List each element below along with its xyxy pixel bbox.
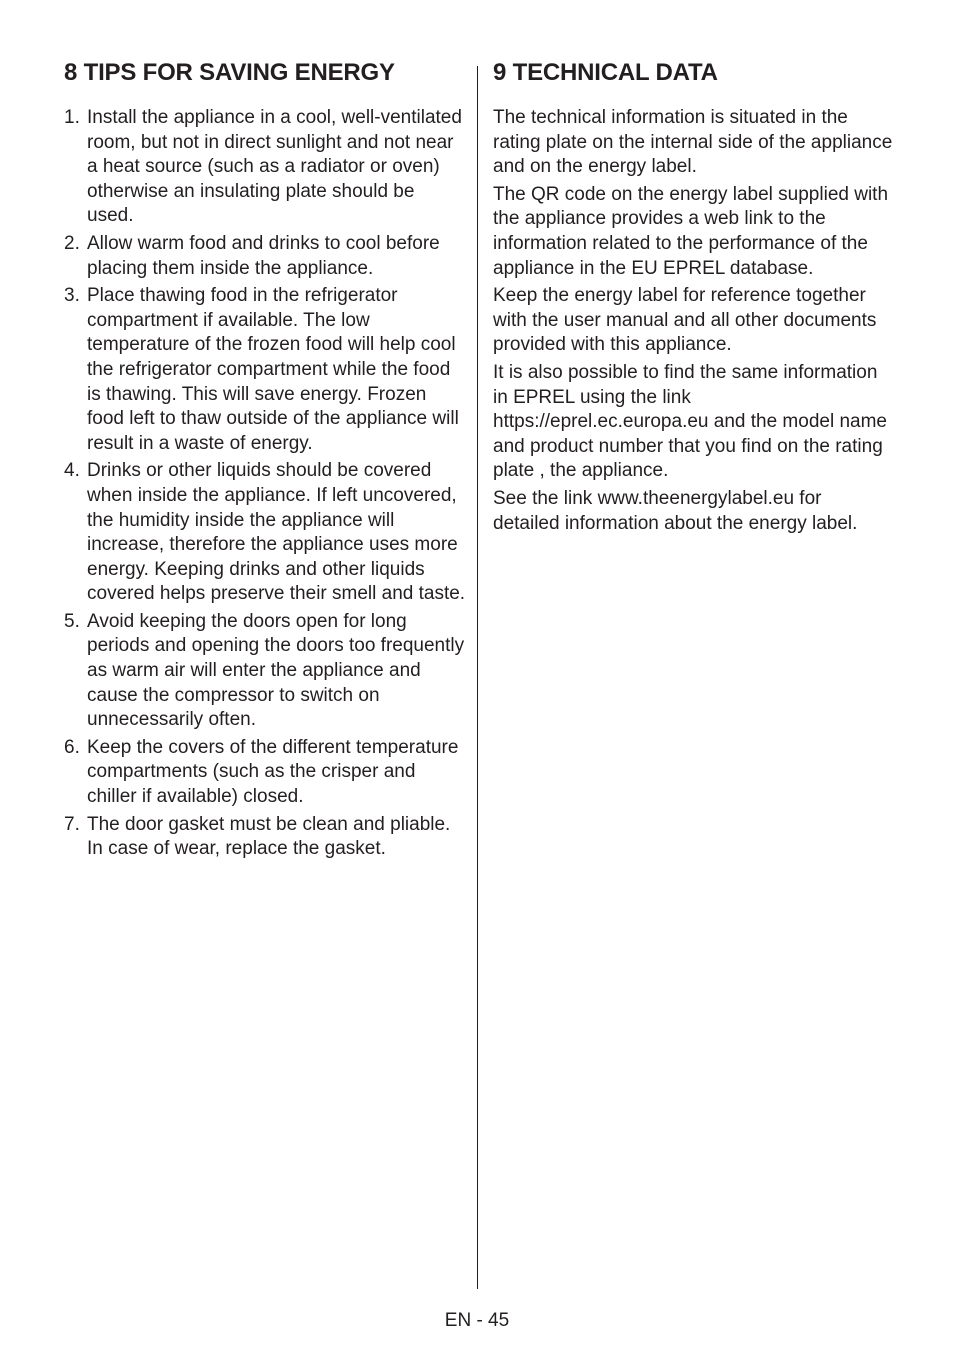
page-number: EN - 45 (444, 1310, 510, 1331)
technical-data-title: 9 TECHNICAL DATA (493, 59, 718, 86)
tip-number: 3. (64, 285, 80, 307)
technical-data-paragraph: See the link www.theenergylabel.eu for detailed information about the energy label. (493, 487, 858, 534)
tips-section (64, 58, 466, 865)
technical-data-paragraph: Keep the energy label for reference together with the user manual and all other documents provided with this appliance. (493, 285, 877, 356)
technical-data-paragraph: The QR code on the energy label supplied with the appliance provides a web link to the information related to the performance of the appliance in the EU EPREL database. (493, 183, 889, 279)
tips-section-title: 8 TIPS FOR SAVING ENERGY (64, 59, 395, 86)
column-divider (477, 66, 478, 1289)
tip-number: 2. (64, 232, 80, 254)
tip-item-5 (64, 610, 466, 733)
tip-number: 6. (64, 736, 80, 758)
tip-text: Keep the covers of the different temperature compartments (such as the crisper and chiller if available) closed. (87, 736, 459, 808)
tip-item-4 (64, 459, 466, 607)
tip-text: Avoid keeping the doors open for long periods and opening the doors too frequently as warm air will enter the appliance and cause the compressor to switch on unnecessarily often. (87, 610, 465, 731)
tip-item-2 (64, 232, 466, 281)
tip-text: The door gasket must be clean and pliable. In case of wear, replace the gasket. (87, 813, 451, 860)
tip-item-3 (64, 284, 466, 456)
tip-number: 7. (64, 813, 80, 835)
tips-list (64, 106, 466, 862)
technical-data-paragraph: The technical information is situated in the rating plate on the internal side of the appliance and on the energy label. (493, 107, 893, 178)
tip-item-6 (64, 736, 466, 810)
technical-data-paragraph: It is also possible to find the same information in EPREL using the link https://eprel.ec.europa.eu and the model name and product number that you find on the rating plate , the appliance. (493, 361, 887, 482)
tip-number: 5. (64, 610, 80, 632)
technical-data-section (493, 58, 893, 539)
tip-text: Drinks or other liquids should be covered when inside the appliance. If left uncovered, the humidity inside the appliance will increase, therefore the appliance uses more energy. Keeping drinks and other liquids covered helps preserve their smell and taste. (87, 460, 466, 605)
tip-item-1 (64, 106, 466, 229)
tip-text: Allow warm food and drinks to cool before placing them inside the appliance. (87, 232, 440, 279)
tip-text: Install the appliance in a cool, well-ventilated room, but not in direct sunlight and not near a heat source (such as a radiator or oven) otherwise an insulating plate should be used. (87, 107, 462, 227)
tip-text: Place thawing food in the refrigerator compartment if available. The low temperature of the frozen food will help cool the refrigerator compartment while the food is thawing. This will save energy. Frozen food left to thaw outside of the appliance will result in a waste of energy. (87, 285, 459, 454)
tip-item-7 (64, 813, 466, 862)
tip-number: 4. (64, 460, 80, 482)
tip-number: 1. (64, 107, 80, 128)
